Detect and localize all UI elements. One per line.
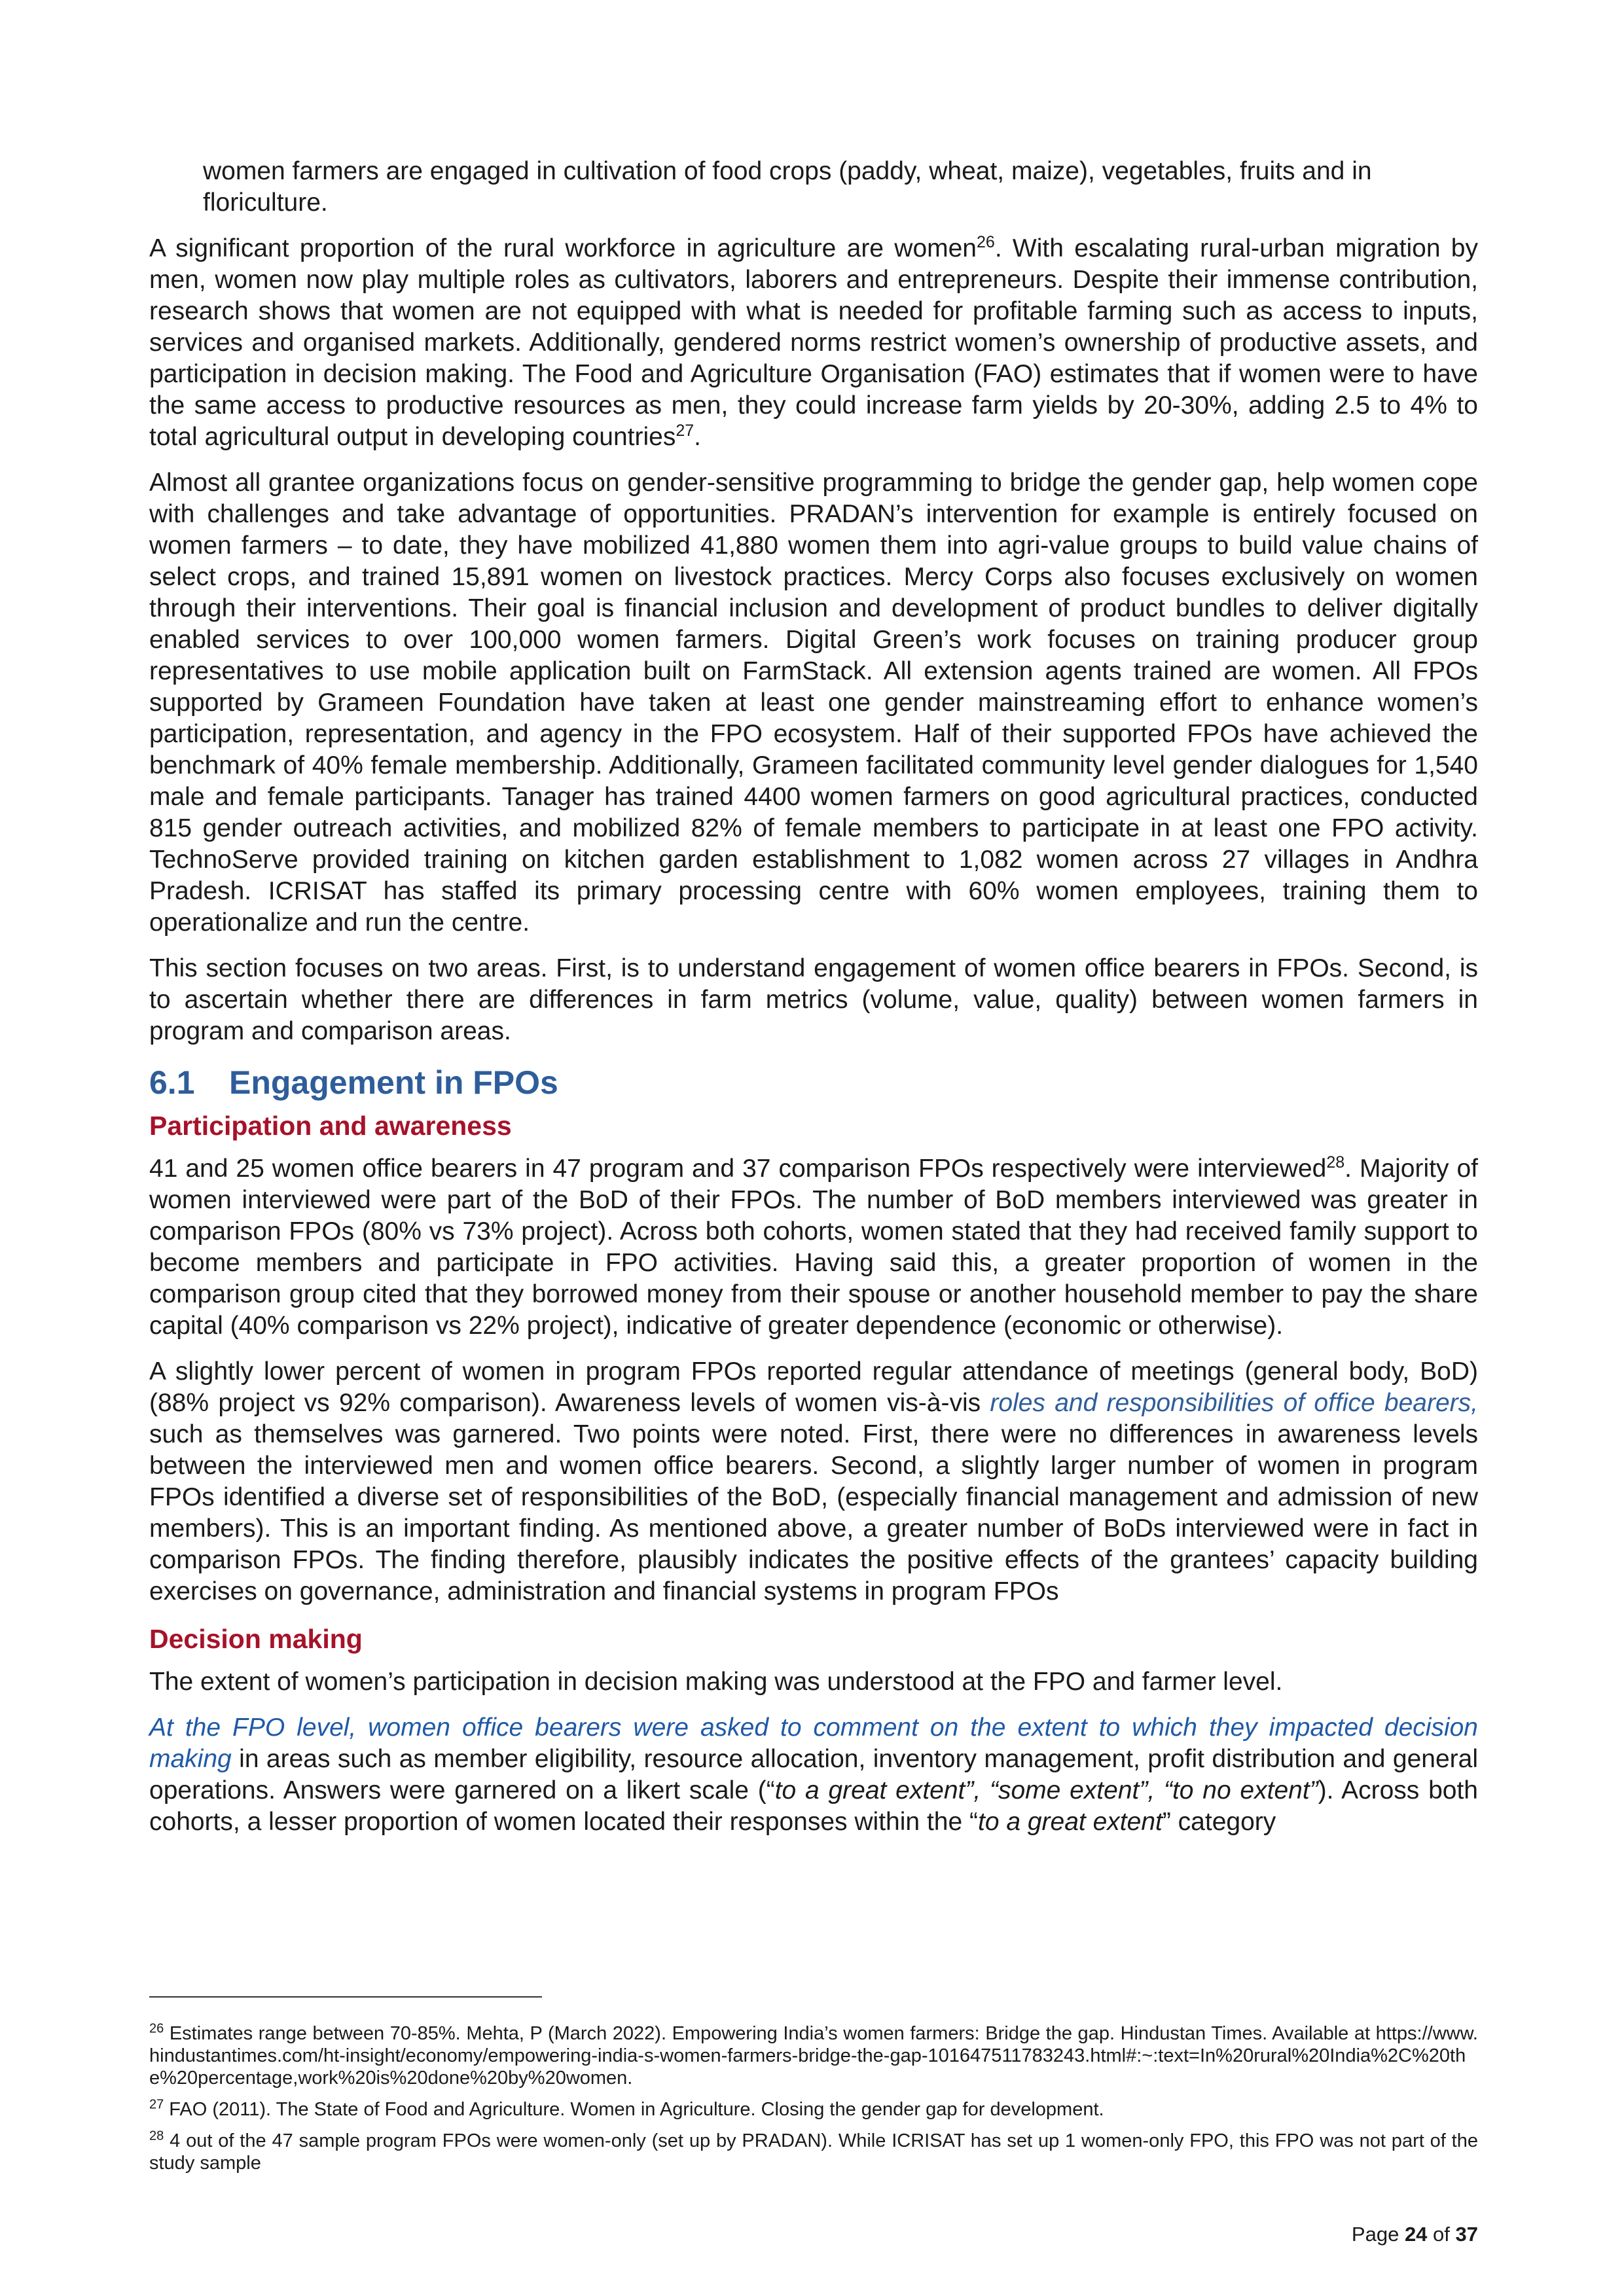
footnote-text: 4 out of the 47 sample program FPOs were women-only (set up by PRADAN). While ICRISAT has set up 1 women-only FPO, this FPO was not part of the study sample bbox=[149, 2130, 1478, 2174]
page-current: 24 bbox=[1404, 2223, 1428, 2246]
section-number: 6.1 bbox=[149, 1064, 195, 1101]
category-text: to a great extent bbox=[977, 1808, 1163, 1836]
page-of: of bbox=[1427, 2223, 1456, 2246]
paragraph-decision-intro: The extent of women’s participation in decision making was understood at the FPO and farmer level. bbox=[149, 1668, 1283, 1696]
section-heading bbox=[149, 1062, 1478, 1103]
text-segment: 41 and 25 women office bearers in 47 program and 37 comparison FPOs respectively were interviewed bbox=[149, 1155, 1327, 1183]
footnote-number: 28 bbox=[149, 2128, 164, 2144]
paragraph-section-focus: This section focuses on two areas. First, is to understand engagement of women office bearers in FPOs. Second, is to ascertain whether there are differences in farm metrics (volume, value, quality) between women farmers in program and comparison areas. bbox=[149, 954, 1478, 1045]
document-body bbox=[149, 156, 1478, 1852]
text-segment: in areas such as member eligibility, resource allocation, inventory management, profit distribution and general operations. Answers were garnered on a likert scale (“ bbox=[149, 1745, 1478, 1804]
italic-emphasis: At the FPO level, women office bearers were asked to comment on the extent to which they impacted decision making bbox=[149, 1713, 1478, 1773]
footnote-number: 27 bbox=[149, 2097, 164, 2112]
paragraph-attendance-awareness bbox=[149, 1356, 1478, 1607]
footnote-divider bbox=[149, 1996, 542, 1998]
footnote-ref-28[interactable]: 28 bbox=[1326, 1153, 1345, 1172]
italic-emphasis: roles and responsibilities of office bearers, bbox=[990, 1389, 1478, 1417]
footnote-ref-27[interactable]: 27 bbox=[676, 422, 695, 440]
footnote-text: FAO (2011). The State of Food and Agriculture. Women in Agriculture. Closing the gender gap for development. bbox=[164, 2099, 1104, 2120]
text-segment: . bbox=[694, 423, 701, 451]
page-total: 37 bbox=[1455, 2223, 1478, 2246]
footnote-text: Estimates range between 70-85%. Mehta, P (March 2022). Empowering India’s women farmers: Bridge the gap. Hindustan Times. Available at https://www.hindustantimes.com/ht-insight/economy/empowering-india-s-women-farmers-bridge-the-gap-101647511783243.html#:~:text=In%20rural%20India%2C%20the%20percentage,work%20is%20done%20by%20women. bbox=[149, 2023, 1478, 2089]
footnote-26 bbox=[149, 2022, 1478, 2089]
subheading-participation: Participation and awareness bbox=[149, 1111, 512, 1141]
bullet-continuation: women farmers are engaged in cultivation of food crops (paddy, wheat, maize), vegetables, fruits and in floriculture. bbox=[203, 157, 1372, 217]
footnote-ref-26[interactable]: 26 bbox=[977, 233, 995, 251]
text-segment: ). Across both cohorts, a lesser proportion of women located their responses within the “ bbox=[149, 1776, 1478, 1836]
footnote-number: 26 bbox=[149, 2021, 164, 2036]
text-segment: such as themselves was garnered. Two points were noted. First, there were no differences in awareness levels between the interviewed men and women office bearers. Second, a slightly larger number of women in program FPOs identified a diverse set of responsibilities of the BoD, (especially financial management and admission of new members). This is an important finding. As mentioned above, a greater number of BoDs interviewed were in fact in comparison FPOs. The finding therefore, plausibly indicates the positive effects of the grantees’ capacity building exercises on governance, administration and financial systems in program FPOs bbox=[149, 1420, 1478, 1605]
text-segment: A significant proportion of the rural workforce in agriculture are women bbox=[149, 234, 977, 262]
footnote-28 bbox=[149, 2130, 1478, 2174]
text-segment: . With escalating rural-urban migration by men, women now play multiple roles as cultivators, laborers and entrepreneurs. Despite their immense contribution, research shows that women are not equipped with what is needed for profitable farming such as access to inputs, services and organised markets. Additionally, gendered norms restrict women’s ownership of productive assets, and participation in decision making. The Food and Agriculture Organisation (FAO) estimates that if women were to have the same access to productive resources as men, they could increase farm yields by 20-30%, adding 2.5 to 4% to total agricultural output in developing countries bbox=[149, 234, 1478, 451]
text-segment: . Majority of women interviewed were part of the BoD of their FPOs. The number of BoD members interviewed was greater in comparison FPOs (80% vs 73% project). Across both cohorts, women stated that they had received family support to become members and participate in FPO activities. Having said this, a greater proportion of women in the comparison group cited that they borrowed money from their spouse or another household member to pay the share capital (40% comparison vs 22% project), indicative of greater dependence (economic or otherwise). bbox=[149, 1155, 1478, 1340]
paragraph-office-bearers bbox=[149, 1153, 1478, 1342]
page-label: Page bbox=[1351, 2223, 1405, 2246]
paragraph-women-workforce bbox=[149, 233, 1478, 453]
page-number bbox=[1352, 2222, 1478, 2247]
paragraph-grantee-programming: Almost all grantee organizations focus on gender-sensitive programming to bridge the gender gap, help women cope with challenges and take advantage of opportunities. PRADAN’s intervention for example is entirely focused on women farmers – to date, they have mobilized 41,880 women them into agri-value groups to build value chains of select crops, and trained 15,891 women on livestock practices. Mercy Corps also focuses exclusively on women through their interventions. Their goal is financial inclusion and development of product bundles to deliver digitally enabled services to over 100,000 women farmers. Digital Green’s work focuses on training producer group representatives to use mobile application built on FarmStack. All extension agents trained are women. All FPOs supported by Grameen Foundation have taken at least one gender mainstreaming effort to enhance women’s participation, representation, and agency in the FPO ecosystem. Half of their supported FPOs have achieved the benchmark of 40% female membership. Additionally, Grameen facilitated community level gender dialogues for 1,540 male and female participants. Tanager has trained 4400 women farmers on good agricultural practices, conducted 815 gender outreach activities, and mobilized 82% of female members to participate in at least one FPO activity. TechnoServe provided training on kitchen garden establishment to 1,082 women across 27 villages in Andhra Pradesh. ICRISAT has staffed its primary processing centre with 60% women employees, training them to operationalize and run the centre. bbox=[149, 469, 1478, 937]
text-segment: A slightly lower percent of women in program FPOs reported regular attendance of meetings (general body, BoD) (88% project vs 92% comparison). Awareness levels of women vis-à-vis bbox=[149, 1357, 1478, 1417]
footnotes bbox=[149, 2022, 1478, 2183]
paragraph-fpo-level bbox=[149, 1712, 1478, 1838]
footnote-27 bbox=[149, 2098, 1478, 2121]
text-segment: ” category bbox=[1162, 1808, 1276, 1836]
subheading-decision-making: Decision making bbox=[149, 1624, 363, 1654]
likert-scale-text: to a great extent”, “some extent”, “to no extent” bbox=[774, 1776, 1318, 1804]
section-title: Engagement in FPOs bbox=[229, 1064, 558, 1101]
